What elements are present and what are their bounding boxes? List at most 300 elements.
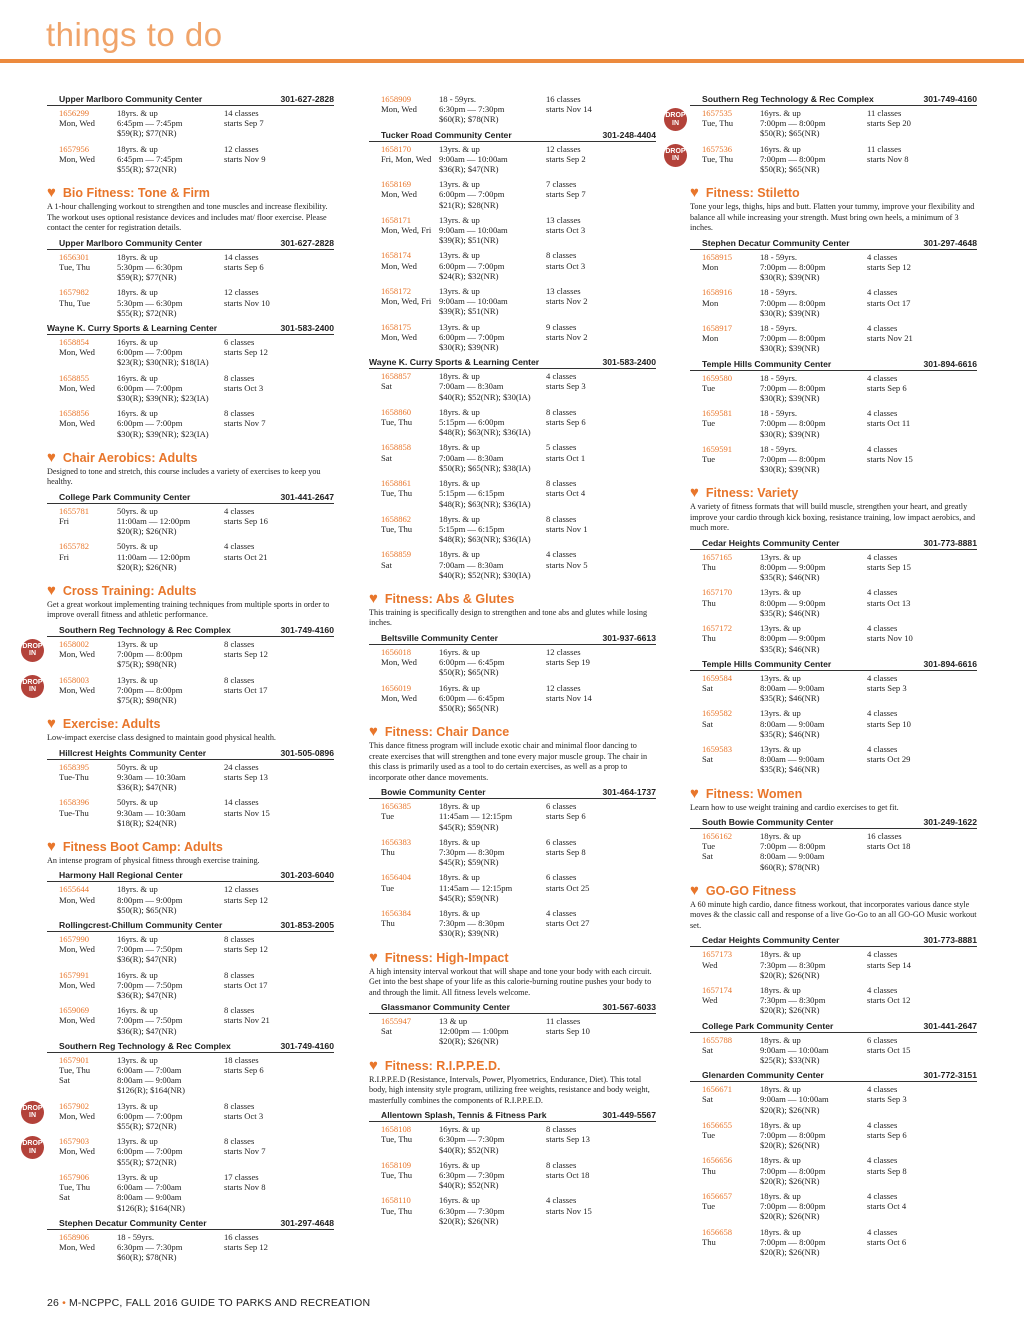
program-section (369, 94, 656, 585)
class-start: starts Sep 7 (546, 189, 586, 200)
footer-bullet: • (62, 1297, 66, 1309)
class-row (690, 623, 977, 659)
center-header (690, 1070, 977, 1082)
class-fee: $36(R); $47(NR) (117, 954, 177, 965)
class-time: 7:00pm — 8:00pm (760, 1129, 826, 1140)
drop-in-word: DROP (22, 1104, 43, 1112)
class-code-cell (369, 442, 439, 473)
class-info-cell (760, 587, 867, 618)
program-description: R.I.P.P.E.D (Resistance, Intervals, Power, Plyometrics, Endurance, Diet). This total body, high intensity style program, utilizing free weights, resistance and body weight, masterfully combines the components of R.I.P.P.E.D. (369, 1074, 650, 1105)
class-time: 9:30am — 10:30am (117, 807, 186, 818)
program-description: Tone your legs, thighs, hips and butt. Flatten your tummy, improve your flexibility and balance all while increasing your strength. Must bring own heels, a minimum of 3 inches. (690, 202, 975, 233)
class-days: Tue (702, 841, 716, 852)
class-count: 4 classes (546, 371, 577, 382)
class-start: starts Oct 12 (867, 995, 911, 1006)
class-fee: $40(R); $52(NR) (439, 1144, 499, 1155)
class-age: 18yrs. & up (439, 549, 480, 560)
class-code-cell (690, 1227, 760, 1258)
class-count: 12 classes (546, 646, 581, 657)
class-code-cell (369, 647, 439, 678)
class-age: 18 - 59yrs. (760, 287, 797, 298)
class-code[interactable]: 1655782 (59, 541, 90, 552)
class-code-cell (47, 506, 117, 537)
class-start: starts Sep 3 (867, 1094, 907, 1105)
class-code[interactable]: 1655788 (702, 1034, 733, 1045)
class-info-cell (117, 108, 224, 139)
class-fee: $50(R); $65(NR) (760, 128, 820, 139)
center-name: Beltsville Community Center (381, 632, 498, 643)
center-header (47, 870, 334, 882)
class-count: 8 classes (224, 1100, 255, 1111)
class-fee: $50(R); $65(NR) (117, 904, 177, 915)
class-code-cell (369, 801, 439, 832)
page-number: 26 (47, 1297, 60, 1309)
class-code[interactable]: 1657991 (59, 969, 90, 980)
class-fee: $30(R); $39(NR); $23(IA) (117, 428, 209, 439)
class-row (47, 144, 334, 180)
class-start: starts Sep 12 (224, 894, 268, 905)
class-days: Tue, Thu (59, 1065, 91, 1076)
center-header (690, 1021, 977, 1033)
class-code-cell (369, 407, 439, 438)
class-code[interactable]: 1658169 (381, 179, 412, 190)
program-section (47, 715, 334, 833)
center-name: Allentown Splash, Tennis & Fitness Park (381, 1110, 547, 1121)
class-count: 5 classes (546, 442, 577, 453)
class-row (47, 1055, 334, 1101)
class-code[interactable]: 1657170 (702, 587, 733, 598)
drop-in-word: IN (29, 1112, 36, 1120)
class-age: 18yrs. & up (760, 1034, 801, 1045)
class-code[interactable]: 1658855 (59, 372, 90, 383)
class-code[interactable]: 1659582 (702, 708, 733, 719)
program-description: Get a great workout implementing training techniques from multiple sports in order to improve overall fitness and athletic performance. (47, 599, 330, 620)
class-code[interactable]: 1658003 (59, 674, 90, 685)
class-days: Mon, Wed (59, 649, 95, 660)
class-info-cell (760, 108, 867, 139)
drop-in-word: DROP (665, 147, 686, 155)
class-code[interactable]: 1658859 (381, 549, 412, 560)
class-code[interactable]: 1659591 (702, 443, 733, 454)
center-name: Southern Reg Technology & Rec Complex (59, 624, 231, 635)
class-code[interactable]: 1659069 (59, 1005, 90, 1016)
class-days: Sat (381, 381, 392, 392)
center-phone: 301-749-4160 (280, 624, 334, 635)
class-code[interactable]: 1656301 (59, 251, 90, 262)
class-age: 13yrs. & up (439, 321, 480, 332)
class-time: 8:00am — 9:00am (760, 851, 825, 862)
class-row (690, 373, 977, 409)
class-count: 4 classes (867, 984, 898, 995)
class-count-cell (867, 623, 977, 654)
class-fee: $48(R); $63(NR); $36(IA) (439, 498, 531, 509)
class-code[interactable]: 1658856 (59, 408, 90, 419)
class-code[interactable]: 1658171 (381, 214, 412, 225)
class-code[interactable]: 1658172 (381, 286, 412, 297)
class-days: Tue (702, 382, 716, 393)
class-count-cell (867, 373, 977, 404)
class-days: Mon, Wed (381, 189, 417, 200)
program-title (690, 484, 977, 501)
class-code[interactable]: 1659584 (702, 672, 733, 683)
class-code[interactable]: 1656656 (702, 1155, 733, 1166)
class-days: Tue, Thu (59, 261, 91, 272)
class-code[interactable]: 1657174 (702, 984, 733, 995)
class-time: 7:00pm — 8:00pm (760, 841, 826, 852)
class-count-cell (867, 673, 977, 704)
class-count: 6 classes (546, 801, 577, 812)
class-count-cell (224, 884, 334, 915)
class-info-cell (760, 673, 867, 704)
center-name: Temple Hills Community Center (702, 658, 832, 669)
class-code[interactable]: 1657535 (702, 108, 733, 118)
class-days: Tue-Thu (59, 771, 89, 782)
class-code[interactable]: 1659581 (702, 408, 733, 419)
class-code[interactable]: 1655947 (381, 1016, 412, 1027)
class-time: 7:00am — 8:30am (439, 452, 504, 463)
class-code[interactable]: 1656385 (381, 801, 412, 812)
class-start: starts Oct 17 (224, 684, 268, 695)
class-time: 11:45am — 12:15pm (439, 882, 513, 893)
center-phone: 301-853-2005 (280, 920, 334, 931)
class-count-cell (546, 179, 656, 210)
class-code[interactable]: 1656019 (381, 682, 412, 693)
class-time: 7:30pm — 8:30pm (760, 959, 826, 970)
class-code-cell (47, 1005, 117, 1036)
class-start: starts Oct 27 (546, 918, 590, 929)
class-info-cell (117, 639, 224, 670)
class-count-cell (867, 1155, 977, 1186)
class-code[interactable]: 1657982 (59, 287, 90, 298)
class-count-cell (546, 215, 656, 246)
class-start: starts Sep 12 (224, 649, 268, 660)
class-code-cell (690, 444, 760, 475)
program-section (369, 949, 656, 1052)
class-code-cell (369, 371, 439, 402)
center-name: Harmony Hall Regional Center (59, 870, 183, 881)
class-info-cell (439, 407, 546, 438)
class-code-cell (47, 144, 117, 175)
class-code[interactable]: 1657173 (702, 949, 733, 960)
class-code[interactable]: 1658854 (59, 336, 90, 347)
program-section (690, 882, 977, 1262)
class-info-cell (439, 215, 546, 246)
class-age: 16yrs. & up (439, 1195, 480, 1206)
class-fee: $50(R); $65(NR) (760, 164, 820, 175)
class-count-cell (224, 1172, 334, 1213)
class-fee: $35(R); $46(NR) (760, 607, 820, 618)
class-days: Sat (702, 682, 713, 693)
class-code[interactable]: 1658858 (381, 442, 412, 453)
class-fee: $45(R); $59(NR) (439, 892, 499, 903)
class-start: starts Oct 13 (867, 597, 911, 608)
class-code-cell (47, 1101, 117, 1132)
class-code[interactable]: 1658906 (59, 1231, 90, 1242)
class-code[interactable]: 1657901 (59, 1054, 90, 1065)
center-phone: 301-297-4648 (280, 1217, 334, 1228)
class-row (690, 552, 977, 588)
class-fee: $35(R); $46(NR) (760, 572, 820, 583)
class-code-cell (690, 144, 760, 175)
class-age: 18yrs. & up (117, 287, 158, 298)
class-count-cell (546, 647, 656, 678)
class-count: 4 classes (867, 287, 898, 298)
class-code[interactable]: 1658915 (702, 251, 733, 262)
class-code-cell (690, 708, 760, 739)
class-code[interactable]: 1658857 (381, 371, 412, 382)
class-start: starts Oct 4 (867, 1201, 907, 1212)
class-row (47, 934, 334, 970)
class-start: starts Oct 18 (546, 1170, 590, 1180)
class-count-cell (867, 831, 977, 872)
class-row (47, 337, 334, 373)
class-code-cell (369, 250, 439, 281)
heart-icon: ♥ (47, 837, 56, 855)
class-days: Mon, Wed (59, 1146, 95, 1157)
class-time: 6:00pm — 6:45pm (439, 692, 505, 703)
class-code[interactable]: 1658396 (59, 797, 90, 808)
class-code[interactable]: 1658916 (702, 287, 733, 298)
program-title-text: Chair Aerobics: Adults (62, 450, 198, 465)
class-days: Tue, Thu (381, 1170, 413, 1180)
class-time: 5:15pm — 6:00pm (439, 417, 505, 428)
class-days: Thu (702, 1165, 716, 1176)
class-fee: $36(R); $47(NR) (439, 164, 499, 175)
class-days: Sat (702, 1094, 713, 1105)
class-time: 7:00pm — 8:00pm (760, 1165, 826, 1176)
class-code[interactable]: 1656404 (381, 872, 412, 883)
class-days: Fri, Mon, Wed (381, 153, 432, 164)
class-code[interactable]: 1656384 (381, 907, 412, 918)
class-code[interactable]: 1657903 (59, 1136, 90, 1147)
class-code[interactable]: 1655644 (59, 884, 90, 895)
class-count: 14 classes (224, 251, 259, 262)
class-start: starts Nov 1 (546, 523, 588, 534)
class-count: 4 classes (867, 1226, 898, 1237)
class-time: 8:00pm — 9:00pm (760, 597, 826, 608)
class-days: Mon, Wed (381, 260, 417, 271)
center-name: Cedar Heights Community Center (702, 537, 840, 548)
class-code[interactable]: 1658862 (381, 513, 412, 524)
class-code[interactable]: 1658860 (381, 406, 412, 417)
class-count-cell (867, 108, 977, 139)
class-age: 13yrs. & up (439, 286, 480, 297)
class-code[interactable]: 1658917 (702, 322, 733, 333)
class-info-cell (117, 541, 224, 572)
class-age: 18yrs. & up (439, 406, 480, 417)
class-row (665, 143, 977, 180)
class-code[interactable]: 1657536 (702, 143, 733, 154)
class-days: Tue (702, 453, 716, 464)
program-title-text: Fitness: Variety (705, 486, 799, 501)
class-time: 7:00pm — 8:00pm (760, 382, 826, 393)
class-fee: $20(R); $26(NR) (760, 1211, 820, 1222)
class-code[interactable]: 1656018 (381, 646, 412, 657)
class-fee: $50(R); $65(NR) (439, 702, 499, 713)
class-count: 16 classes (867, 831, 902, 842)
class-row (690, 708, 977, 744)
class-count-cell (867, 408, 977, 439)
class-count-cell (224, 797, 334, 828)
class-time: 6:45pm — 7:45pm (117, 118, 183, 129)
class-code[interactable]: 1657165 (702, 551, 733, 562)
program-section (665, 94, 977, 179)
class-code[interactable]: 1656655 (702, 1119, 733, 1130)
class-time: 9:00am — 10:00am (760, 1094, 829, 1105)
class-age: 13yrs. & up (117, 1171, 158, 1182)
class-count: 9 classes (546, 321, 577, 332)
center-phone: 301-749-4160 (280, 1040, 334, 1051)
class-start: starts Oct 17 (224, 979, 268, 990)
class-fee: $59(R); $77(NR) (117, 272, 177, 283)
class-code[interactable]: 1657902 (59, 1100, 90, 1111)
center-phone: 301-567-6033 (602, 1002, 656, 1013)
class-code[interactable]: 1658110 (381, 1195, 411, 1206)
class-code[interactable]: 1656671 (702, 1084, 733, 1095)
class-count: 11 classes (867, 108, 902, 118)
class-time: 6:00pm — 7:00pm (117, 418, 183, 429)
class-code-cell (47, 762, 117, 793)
class-days: Sat (702, 1044, 713, 1055)
program-title (47, 715, 334, 732)
class-code[interactable]: 1658861 (381, 478, 412, 489)
program-description: An intense program of physical fitness through exercise training. (47, 855, 260, 865)
class-start: starts Nov 15 (224, 807, 270, 818)
class-fee: $35(R); $46(NR) (760, 764, 820, 775)
class-count-cell (546, 872, 656, 903)
class-row (369, 514, 656, 550)
class-days: Tue (702, 1129, 716, 1140)
class-code[interactable]: 1656299 (59, 108, 90, 118)
class-count: 8 classes (224, 969, 255, 980)
heart-icon: ♥ (47, 715, 56, 733)
class-info-cell (439, 322, 546, 353)
class-code[interactable]: 1656657 (702, 1191, 733, 1201)
class-time: 9:00am — 10:00am (439, 153, 508, 164)
class-count-cell (224, 1005, 334, 1036)
class-age: 18yrs. & up (439, 872, 480, 883)
class-start: starts Nov 2 (546, 331, 588, 342)
class-code[interactable]: 1656162 (702, 831, 733, 842)
class-fee: $21(R); $28(NR) (439, 199, 499, 210)
class-code[interactable]: 1656658 (702, 1226, 733, 1237)
class-code[interactable]: 1657172 (702, 623, 733, 634)
center-header (47, 1218, 334, 1230)
class-days: Mon (702, 333, 719, 344)
class-code[interactable]: 1659580 (702, 372, 733, 383)
class-days: Sat (381, 452, 392, 463)
heart-icon: ♥ (47, 448, 56, 466)
class-code[interactable]: 1658174 (381, 250, 412, 261)
class-code[interactable]: 1659583 (702, 743, 733, 754)
class-start: starts Oct 17 (867, 297, 911, 308)
class-fee: $20(R); $26(NR) (760, 1005, 820, 1016)
class-info-cell (760, 408, 867, 439)
class-row (47, 1172, 334, 1218)
class-code[interactable]: 1658909 (381, 94, 412, 104)
class-code[interactable]: 1658108 (381, 1124, 412, 1135)
class-count: 4 classes (867, 1084, 898, 1095)
class-count-cell (546, 94, 656, 125)
program-title-text: Fitness: R.I.P.P.E.D. (384, 1058, 501, 1073)
class-count: 12 classes (546, 682, 581, 693)
class-info-cell (117, 797, 224, 828)
class-fee: $36(R); $47(NR) (117, 1025, 177, 1036)
class-code-cell (369, 286, 439, 317)
class-fee: $30(R); $39(NR) (760, 343, 820, 354)
class-time: 8:00pm — 9:00pm (760, 562, 826, 573)
class-code[interactable]: 1658395 (59, 761, 90, 772)
program-section (369, 1057, 656, 1231)
class-code[interactable]: 1657990 (59, 934, 90, 945)
class-start: starts Sep 6 (867, 382, 907, 393)
heart-icon: ♥ (690, 184, 699, 202)
column-1 (22, 94, 334, 1272)
class-start: starts Sep 6 (546, 417, 586, 428)
class-code-cell (369, 1124, 439, 1155)
drop-in-badge (21, 1136, 44, 1159)
class-start: starts Sep 15 (867, 562, 911, 573)
class-start: starts Sep 13 (224, 771, 268, 782)
class-age: 16yrs. & up (117, 934, 158, 945)
class-days: Tue (381, 811, 395, 822)
class-fee: $48(R); $63(NR); $36(IA) (439, 534, 531, 545)
program-title (690, 785, 977, 802)
class-days: Mon (702, 261, 719, 272)
class-days: Mon, Wed (381, 657, 417, 668)
class-days: Tue, Thu (702, 118, 734, 129)
class-code[interactable]: 1658002 (59, 638, 90, 649)
center-name: Southern Reg Technology & Rec Complex (702, 94, 874, 104)
class-count-cell (867, 1227, 977, 1258)
class-info-cell (760, 1084, 867, 1115)
class-code-cell (369, 683, 439, 714)
class-fee: $60(R); $78(NR) (117, 1252, 177, 1263)
class-start: starts Nov 14 (546, 104, 592, 115)
class-code-cell (369, 478, 439, 509)
class-row (369, 1195, 656, 1231)
class-code[interactable]: 1657906 (59, 1171, 90, 1182)
class-code-cell (369, 94, 439, 125)
class-days: Sat (702, 851, 713, 862)
class-code[interactable]: 1655781 (59, 505, 90, 516)
class-code[interactable]: 1656383 (381, 836, 412, 847)
class-time: 9:30am — 10:30am (117, 771, 186, 782)
heart-icon: ♥ (369, 948, 378, 966)
class-time: 7:00pm — 8:00pm (760, 118, 826, 129)
class-count: 4 classes (867, 251, 898, 262)
class-days: Thu (702, 633, 716, 644)
class-code-cell (690, 252, 760, 283)
class-code[interactable]: 1658109 (381, 1159, 412, 1170)
class-days: Mon, Wed, Fri (381, 225, 432, 236)
class-count-cell (224, 252, 334, 283)
program-section (22, 581, 334, 710)
class-code[interactable]: 1657956 (59, 143, 90, 154)
program-title-text: Fitness Boot Camp: Adults (62, 839, 223, 854)
class-start: starts Nov 10 (867, 633, 913, 644)
class-code[interactable]: 1658170 (381, 143, 412, 154)
class-count: 4 classes (224, 505, 255, 516)
program-title-text: Bio Fitness: Tone & Firm (62, 186, 210, 201)
class-code[interactable]: 1658175 (381, 321, 412, 332)
class-count-cell (867, 587, 977, 618)
class-count-cell (867, 744, 977, 775)
class-time: 8:00pm — 9:00pm (117, 894, 183, 905)
class-start: starts Sep 10 (867, 718, 911, 729)
class-time: 7:00pm — 8:00pm (760, 1236, 826, 1247)
class-time: 7:00pm — 8:00pm (760, 1201, 826, 1212)
